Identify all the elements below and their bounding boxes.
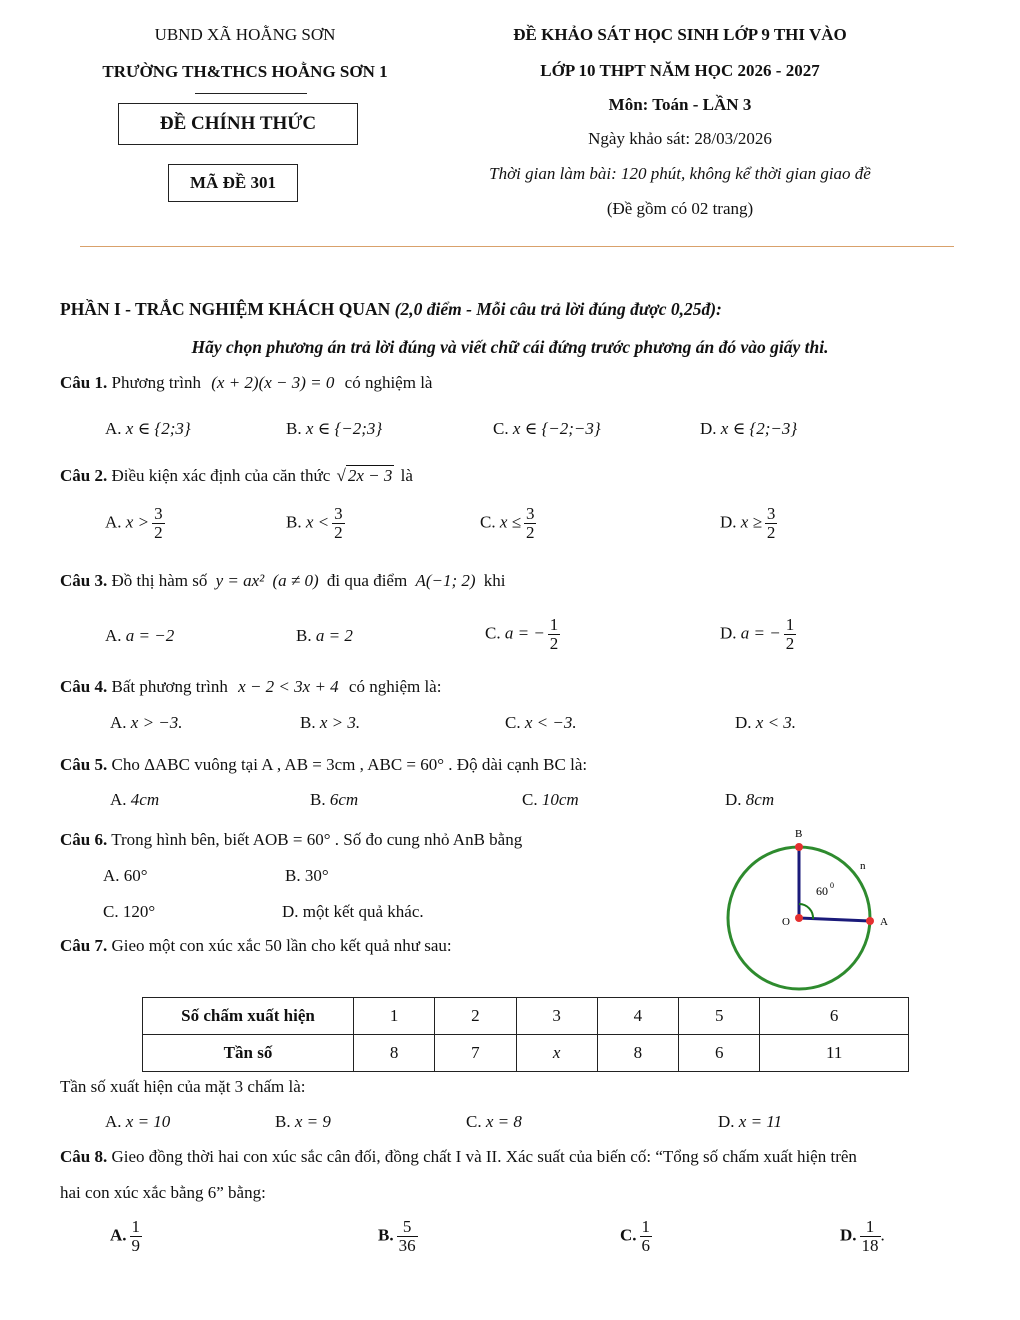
label-n: n xyxy=(860,860,866,872)
option-value: x > xyxy=(125,512,150,532)
option-letter: C. xyxy=(620,1225,637,1245)
question-text: có nghiệm là xyxy=(344,373,433,392)
math-expression: x − 2 < 3x + 4 xyxy=(238,677,339,696)
denominator: 36 xyxy=(398,1235,416,1255)
q8-option-a[interactable] xyxy=(110,1218,142,1255)
math-condition: (a ≠ 0) xyxy=(272,571,319,590)
option-value: x ∈ {−2;3} xyxy=(305,419,383,438)
table-header: Tần số xyxy=(143,1035,354,1072)
q5-option-c[interactable] xyxy=(522,790,579,810)
fraction xyxy=(332,505,345,542)
option-value: a = − xyxy=(504,623,545,643)
option-value: 6cm xyxy=(329,790,359,809)
fraction xyxy=(524,505,537,542)
question-label: Câu 2. xyxy=(60,466,108,485)
question-label: Câu 6. xyxy=(60,830,108,849)
question-text: Gieo một con xúc xắc 50 lần cho kết quả như sau: xyxy=(111,936,452,955)
option-letter: A. xyxy=(105,1112,122,1131)
q7-option-c[interactable] xyxy=(466,1112,522,1132)
exam-date: Ngày khảo sát: 28/03/2026 xyxy=(588,129,772,148)
denominator: 6 xyxy=(641,1235,651,1255)
q1-option-d[interactable] xyxy=(700,419,797,439)
denominator: 2 xyxy=(154,522,163,542)
q5-option-d[interactable] xyxy=(725,790,774,810)
table-cell: 5 xyxy=(679,998,760,1035)
exam-duration: Thời gian làm bài: 120 phút, không kể thời gian giao đề xyxy=(489,164,871,183)
option-letter: B. xyxy=(286,419,302,438)
square-root: √ 2x − 3 xyxy=(336,466,393,485)
option-value: một kết quả khác. xyxy=(302,902,424,921)
q7-followup: Tần số xuất hiện của mặt 3 chấm là: xyxy=(60,1077,306,1096)
numerator: 1 xyxy=(549,615,559,634)
q6-option-b[interactable] xyxy=(285,866,329,886)
question-8-continued: hai con xúc xắc bằng 6” bằng: xyxy=(60,1183,266,1202)
option-letter: C. xyxy=(103,902,119,921)
fraction xyxy=(860,1218,881,1255)
q4-option-d[interactable] xyxy=(735,713,796,733)
point-b xyxy=(795,843,803,851)
option-letter: D. xyxy=(282,902,299,921)
option-letter: B. xyxy=(285,866,301,885)
header-divider xyxy=(195,93,307,94)
q2-option-c[interactable] xyxy=(480,505,536,542)
table-cell: 11 xyxy=(760,1035,909,1072)
option-letter: B. xyxy=(296,626,312,645)
question-3 xyxy=(60,571,506,591)
question-text: Điều kiện xác định của căn thức xyxy=(111,466,331,485)
q4-option-b[interactable] xyxy=(300,713,360,733)
exam-year: LỚP 10 THPT NĂM HỌC 2026 - 2027 xyxy=(540,61,820,80)
numerator: 1 xyxy=(860,1218,881,1237)
option-value: x = 11 xyxy=(738,1112,783,1131)
option-value: x < xyxy=(305,512,330,532)
option-value: a = − xyxy=(740,623,781,643)
option-letter: B. xyxy=(300,713,316,732)
question-label: Câu 4. xyxy=(60,677,108,696)
option-value: 8cm xyxy=(745,790,775,809)
header-separator xyxy=(80,246,954,247)
denominator: 18 xyxy=(861,1235,879,1255)
option-value: x > −3. xyxy=(130,713,183,732)
option-value: x = 8 xyxy=(485,1112,522,1131)
q6-option-c[interactable] xyxy=(103,902,155,922)
option-letter: C. xyxy=(480,512,496,532)
q3-option-c[interactable] xyxy=(485,616,560,653)
q8-option-c[interactable] xyxy=(620,1218,652,1255)
radius-oa xyxy=(799,918,870,921)
circle-figure xyxy=(720,822,900,992)
question-text: Gieo đồng thời hai con xúc sắc cân đối, đồng chất I và II. Xác suất của biến cố: “Tổng số chấm xuất hiện trên xyxy=(111,1147,857,1166)
label-a: A xyxy=(880,916,888,928)
numerator: 3 xyxy=(766,504,776,523)
option-value: x < −3. xyxy=(524,713,577,732)
label-angle: 60 xyxy=(816,884,828,898)
table-cell: x xyxy=(516,1035,597,1072)
q4-option-c[interactable] xyxy=(505,713,577,733)
option-value: x > 3. xyxy=(319,713,361,732)
question-label: Câu 3. xyxy=(60,571,108,590)
question-text: có nghiệm là: xyxy=(348,677,442,696)
option-letter: B. xyxy=(275,1112,291,1131)
denominator: 2 xyxy=(766,522,776,542)
q3-option-a[interactable] xyxy=(105,626,174,646)
option-value: x = 10 xyxy=(125,1112,171,1131)
option-letter: D. xyxy=(735,713,752,732)
q1-option-a[interactable] xyxy=(105,419,191,439)
option-letter: C. xyxy=(493,419,509,438)
q6-option-a[interactable] xyxy=(103,866,148,886)
question-1 xyxy=(60,373,432,393)
question-text: Bất phương trình xyxy=(111,677,228,696)
fraction xyxy=(130,1218,143,1255)
question-text: khi xyxy=(483,571,506,590)
option-letter: B. xyxy=(378,1225,394,1245)
denominator: 2 xyxy=(549,633,559,653)
question-7 xyxy=(60,936,452,956)
q8-option-d[interactable] xyxy=(840,1218,885,1255)
question-5 xyxy=(60,755,587,775)
numerator: 5 xyxy=(397,1218,418,1237)
q7-option-a[interactable] xyxy=(105,1112,170,1132)
option-value: 30° xyxy=(304,866,329,885)
option-letter: A. xyxy=(105,419,122,438)
question-2 xyxy=(60,466,413,486)
option-value: 4cm xyxy=(130,790,160,809)
option-value: x ∈ {2;−3} xyxy=(720,419,798,438)
question-label: Câu 5. xyxy=(60,755,108,774)
option-letter: D. xyxy=(720,623,737,643)
option-letter: A. xyxy=(103,866,120,885)
option-letter: C. xyxy=(505,713,521,732)
table-cell: 4 xyxy=(597,998,678,1035)
option-value: 60° xyxy=(123,866,148,885)
exam-pages: (Đề gồm có 02 trang) xyxy=(606,199,754,218)
option-letter: D. xyxy=(720,512,737,532)
question-text: đi qua điểm xyxy=(326,571,408,590)
question-text: là xyxy=(400,466,413,485)
question-text: Đồ thị hàm số xyxy=(111,571,208,590)
table-cell: 6 xyxy=(679,1035,760,1072)
q8-option-b[interactable] xyxy=(378,1218,418,1255)
option-letter: C. xyxy=(485,623,501,643)
numerator: 3 xyxy=(334,504,343,523)
fraction xyxy=(397,1218,418,1255)
option-value: a = −2 xyxy=(125,626,175,645)
section-title-note: (2,0 điểm - Mỗi câu trả lời đúng được 0,25đ): xyxy=(394,299,722,319)
label-degree: 0 xyxy=(830,881,834,890)
official-badge: ĐỀ CHÍNH THỨC xyxy=(118,103,358,145)
authority-name: UBND XÃ HOẰNG SƠN xyxy=(154,25,336,44)
math-expression: (x + 2)(x − 3) = 0 xyxy=(211,373,335,392)
numerator: 1 xyxy=(131,1217,141,1236)
table-cell: 8 xyxy=(354,1035,435,1072)
math-expression: y = ax² xyxy=(215,571,265,590)
question-8 xyxy=(60,1147,857,1167)
option-letter: A. xyxy=(110,790,127,809)
q3-option-d[interactable] xyxy=(720,616,796,653)
q4-option-a[interactable] xyxy=(110,713,183,733)
table-cell: 3 xyxy=(516,998,597,1035)
option-value: x ∈ {−2;−3} xyxy=(512,419,601,438)
table-header: Số chấm xuất hiện xyxy=(143,998,354,1035)
question-text: Cho ΔABC vuông tại A , AB = 3cm , ABC = 60° . Độ dài cạnh BC là: xyxy=(111,755,588,774)
numerator: 1 xyxy=(641,1217,651,1236)
denominator: 2 xyxy=(785,633,795,653)
fraction xyxy=(152,505,165,542)
fraction xyxy=(765,505,778,542)
option-letter: D. xyxy=(700,419,717,438)
table-cell: 6 xyxy=(760,998,909,1035)
label-b: B xyxy=(795,828,803,840)
section-title xyxy=(60,299,722,320)
q7-option-b[interactable] xyxy=(275,1112,331,1132)
denominator: 2 xyxy=(334,522,343,542)
fraction xyxy=(784,616,797,653)
q3-option-b[interactable] xyxy=(296,626,353,646)
table-cell: 8 xyxy=(597,1035,678,1072)
option-letter: A. xyxy=(105,626,122,645)
option-letter: C. xyxy=(522,790,538,809)
q5-option-b[interactable] xyxy=(310,790,358,810)
q2-option-d[interactable] xyxy=(720,505,777,542)
table-row xyxy=(143,1035,909,1072)
exam-title: ĐỀ KHẢO SÁT HỌC SINH LỚP 9 THI VÀO xyxy=(513,25,847,44)
option-letter: D. xyxy=(718,1112,735,1131)
option-value: x ∈ {2;3} xyxy=(125,419,191,438)
question-label: Câu 8. xyxy=(60,1147,108,1166)
fraction xyxy=(640,1218,653,1255)
option-letter: B. xyxy=(310,790,326,809)
denominator: 9 xyxy=(131,1235,141,1255)
frequency-table xyxy=(142,997,909,1072)
numerator: 3 xyxy=(154,504,163,523)
school-name: TRƯỜNG TH&THCS HOẰNG SƠN 1 xyxy=(102,62,388,81)
option-letter: A. xyxy=(110,1225,127,1245)
option-value: 120° xyxy=(122,902,156,921)
question-text: Trong hình bên, biết AOB = 60° . Số đo cung nhỏ AnB bằng xyxy=(111,830,523,849)
q5-option-a[interactable] xyxy=(110,790,159,810)
option-value: x ≥ xyxy=(740,512,762,532)
exam-subject: Môn: Toán - LẦN 3 xyxy=(608,95,752,114)
section-title-main: PHẦN I - TRẮC NGHIỆM KHÁCH QUAN xyxy=(60,299,395,319)
option-value: 10cm xyxy=(541,790,579,809)
question-text: Phương trình xyxy=(111,373,201,392)
numerator: 3 xyxy=(525,504,535,523)
option-letter: C. xyxy=(466,1112,482,1131)
q2-option-a[interactable] xyxy=(105,505,165,542)
question-label: Câu 7. xyxy=(60,936,108,955)
q1-option-c[interactable] xyxy=(493,419,601,439)
question-6 xyxy=(60,830,522,850)
option-value: x = 9 xyxy=(294,1112,331,1131)
fraction xyxy=(548,616,561,653)
option-letter: A. xyxy=(105,512,122,532)
section-instruction: Hãy chọn phương án trả lời đúng và viết chữ cái đứng trước phương án đó vào giấy thi. xyxy=(191,337,829,357)
table-cell: 7 xyxy=(435,1035,516,1072)
numerator: 1 xyxy=(785,615,795,634)
q1-option-b[interactable] xyxy=(286,419,382,439)
math-point: A(−1; 2) xyxy=(415,571,476,590)
table-row xyxy=(143,998,909,1035)
option-value: a = 2 xyxy=(315,626,353,645)
exam-code-badge: MÃ ĐỀ 301 xyxy=(168,164,298,202)
label-o: O xyxy=(782,916,790,928)
table-cell: 2 xyxy=(435,998,516,1035)
option-letter: A. xyxy=(110,713,127,732)
q6-option-d[interactable] xyxy=(282,902,424,922)
q7-option-d[interactable] xyxy=(718,1112,782,1132)
point-a xyxy=(866,917,874,925)
option-letter: D. xyxy=(725,790,742,809)
option-value: x ≤ xyxy=(499,512,521,532)
option-letter: D. xyxy=(840,1225,857,1245)
option-period: . xyxy=(880,1225,885,1245)
option-value: x < 3. xyxy=(755,713,797,732)
radicand: 2x − 3 xyxy=(347,466,393,485)
option-letter: B. xyxy=(286,512,302,532)
question-4 xyxy=(60,677,441,697)
denominator: 2 xyxy=(525,522,535,542)
table-cell: 1 xyxy=(354,998,435,1035)
point-o xyxy=(795,914,803,922)
question-label: Câu 1. xyxy=(60,373,108,392)
q2-option-b[interactable] xyxy=(286,505,345,542)
